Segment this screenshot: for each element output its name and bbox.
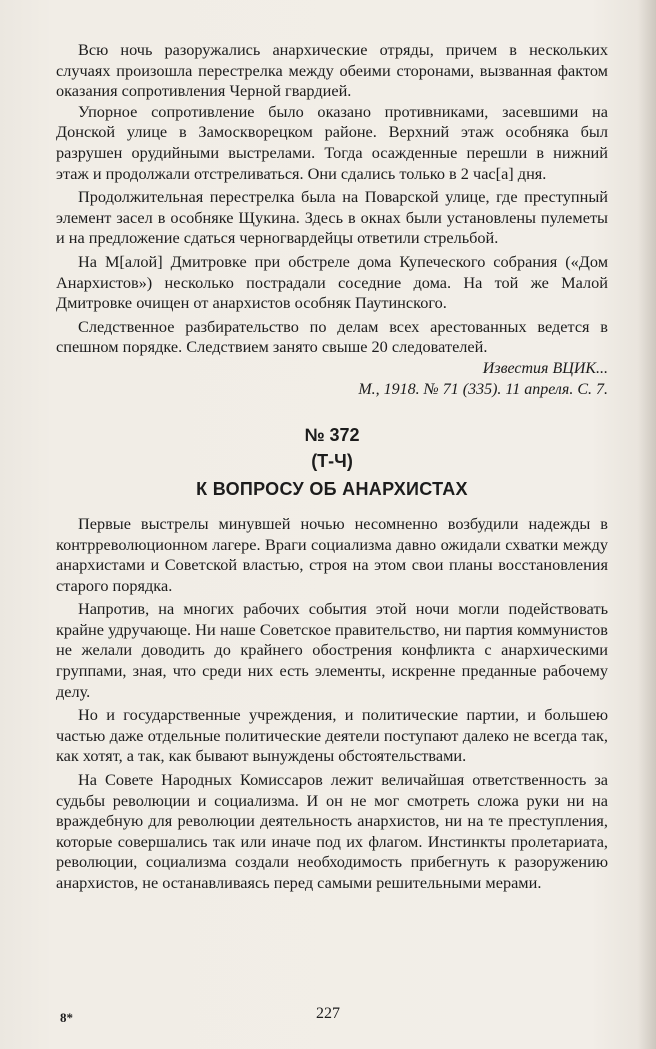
source-line-2: М., 1918. № 71 (335). 11 апреля. С. 7. [358,380,608,398]
paragraph-first-shots: Первые выстрелы минувшей ночью несомненно возбудили надежды в контрреволюционном лагере. Враги социализма давно ожидали схватки между анархистами и Советской властью, строя на этом свои планы восстановления старого порядка. [56,513,608,595]
paragraph-disarmament: Всю ночь разоружались анархические отряды, причем в нескольких случаях произошла перестрелка между обеими сторонами, вызванная фактом оказания сопротивления Черной гвардией. [56,40,608,101]
page-number: 227 [316,1005,340,1022]
document-title: К ВОПРОСУ ОБ АНАРХИСТАХ [196,478,468,499]
document-number: № 372 [304,424,360,445]
document-code: (Т-Ч) [311,450,353,471]
paragraph-donskaya-street: Упорное сопротивление было оказано противниками, засевшими на Донской улице в Замоскворецком районе. Верхний этаж особняка был разрушен орудийными выстрелами. Тогда осажденные перешли в нижний этаж и продолжали отстреливаться. Они сдались только в 2 час[а] дня. [56,101,608,183]
signature-mark: 8* [60,1010,73,1025]
paragraph-state-institutions: Но и государственные учреждения, и политические партии, и большею частью даже отдельные политические деятели поступают далеко не всегда так, как хотят, а так, как бывают вынуждены обстоятельствами. [56,705,608,766]
paragraph-malaya-dmitrovka: На М[алой] Дмитровке при обстреле дома Купеческого собрания («Дом Анархистов») несколько пострадали соседние дома. На той же Малой Дмитровке очищен от анархистов особняк Паутинского. [56,251,608,313]
paragraph-sovnarkom: На Совете Народных Комиссаров лежит величайшая ответственность за судьбы революции и социализма. И он не мог смотреть сложа руки ни на враждебную для революции деятельность анархистов, ни на те преступления, которые совершались так или иначе под их флагом. Инстинкты пролетариата, революции, социализма создали необходимость прибегнуть к разоружению анархистов, не останавливаясь перед самыми решительными мерами. [56,770,608,892]
paragraph-investigation: Следственное разбирательство по делам всех арестованных ведется в спешном порядке. Следствием занято свыше 20 следователей. [56,316,608,357]
source-line-1: Известия ВЦИК... [482,359,608,377]
paragraph-workers-reaction: Напротив, на многих рабочих события этой ночи могли подействовать крайне удручающе. Ни наше Советское правительство, ни партия коммунистов не желали доводить до крайнего обострения конфликта с анархическими группами, зная, что среди них есть элементы, искренне преданные рабочему делу. [56,599,608,701]
paragraph-povarskaya-street: Продолжительная перестрелка была на Поварской улице, где преступный элемент засел в особняке Щукина. Здесь в окнах были установлены пулеметы и на предложение сдаться черногвардейцы ответили стрельбой. [56,187,608,248]
source-citation [56,358,608,400]
page-edge-shadow [638,0,656,1049]
text-column [56,40,608,894]
